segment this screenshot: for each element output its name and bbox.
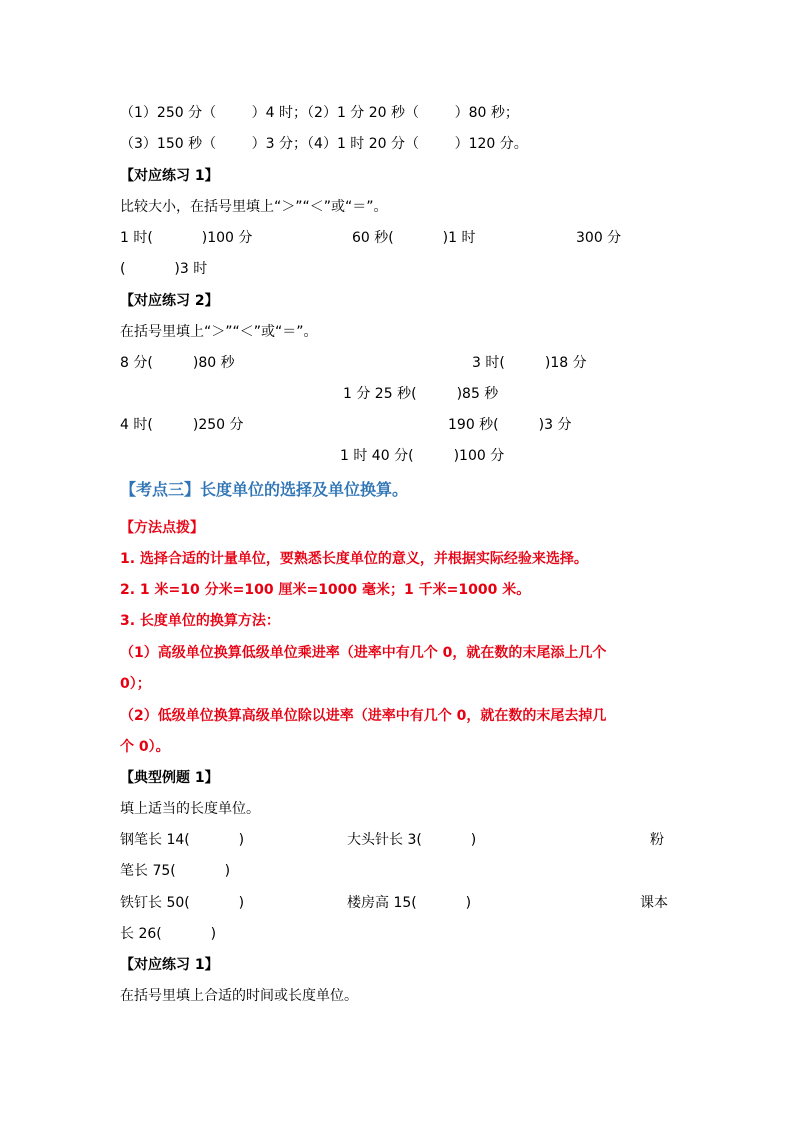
example-1-title: 【典型例题 1】 (120, 770, 219, 786)
practice-1-instruction: 比较大小，在括号里填上“＞”“＜”或“＝”。 (120, 199, 388, 215)
example-1-item-5: 楼房高 15( ) (347, 895, 472, 911)
practice-1-item-2: 60 秒( )1 时 (352, 230, 476, 246)
practice-1-item-3: 300 分 (576, 230, 622, 246)
example-1-item-1: 钢笔长 14( ) (120, 832, 245, 848)
method-title: 【方法点拨】 (120, 520, 204, 536)
practice-1-item-3-continued: ( )3 时 (120, 261, 208, 277)
method-point-3: 3. 长度单位的换算方法： (120, 613, 280, 629)
practice-2-item-2: 3 时( )18 分 (472, 355, 587, 371)
method-point-2: 2. 1 米=10 分米=100 厘米=1000 毫米；1 千米=1000 米。 (120, 582, 531, 598)
practice-2-item-5: 190 秒( )3 分 (448, 417, 572, 433)
practice-2-item-6: 1 时 40 分( )100 分 (340, 448, 505, 464)
example-1-item-3-continued: 笔长 75( ) (120, 863, 231, 879)
example-1-item-6: 课本 (640, 895, 668, 911)
example-1-instruction: 填上适当的长度单位。 (120, 801, 260, 817)
practice-2-item-4: 4 时( )250 分 (120, 417, 244, 433)
example-1-item-3: 粉 (650, 832, 664, 848)
practice-2-title: 【对应练习 2】 (120, 293, 219, 309)
section-3-heading: 【考点三】长度单位的选择及单位换算。 (120, 480, 409, 499)
practice-2-item-3: 1 分 25 秒( )85 秒 (343, 386, 499, 402)
practice-2-instruction: 在括号里填上“＞”“＜”或“＝”。 (120, 324, 318, 340)
example-1-item-6-continued: 长 26( ) (120, 926, 217, 942)
practice-1-title: 【对应练习 1】 (120, 168, 219, 184)
example-1-item-2: 大头针长 3( ) (347, 832, 477, 848)
top-exercise-line-1: （1）250 分（ ）4 时；（2）1 分 20 秒（ ）80 秒； (120, 105, 519, 121)
method-point-1: 1. 选择合适的计量单位，要熟悉长度单位的意义，并根据实际经验来选择。 (120, 551, 588, 567)
method-point-5-continued: 个 0）。 (120, 739, 170, 755)
example-1-item-4: 铁钉长 50( ) (120, 895, 245, 911)
method-point-4: （1）高级单位换算低级单位乘进率（进率中有几个 0，就在数的末尾添上几个 (120, 645, 607, 661)
method-point-5: （2）低级单位换算高级单位除以进率（进率中有几个 0，就在数的末尾去掉几 (120, 708, 607, 724)
method-point-4-continued: 0）； (120, 676, 151, 692)
practice-3-title: 【对应练习 1】 (120, 957, 219, 973)
practice-1-item-1: 1 时( )100 分 (120, 230, 253, 246)
practice-2-item-1: 8 分( )80 秒 (120, 355, 235, 371)
practice-3-instruction: 在括号里填上合适的时间或长度单位。 (120, 988, 358, 1004)
top-exercise-line-2: （3）150 秒（ ）3 分；（4）1 时 20 分（ ）120 分。 (120, 136, 528, 152)
